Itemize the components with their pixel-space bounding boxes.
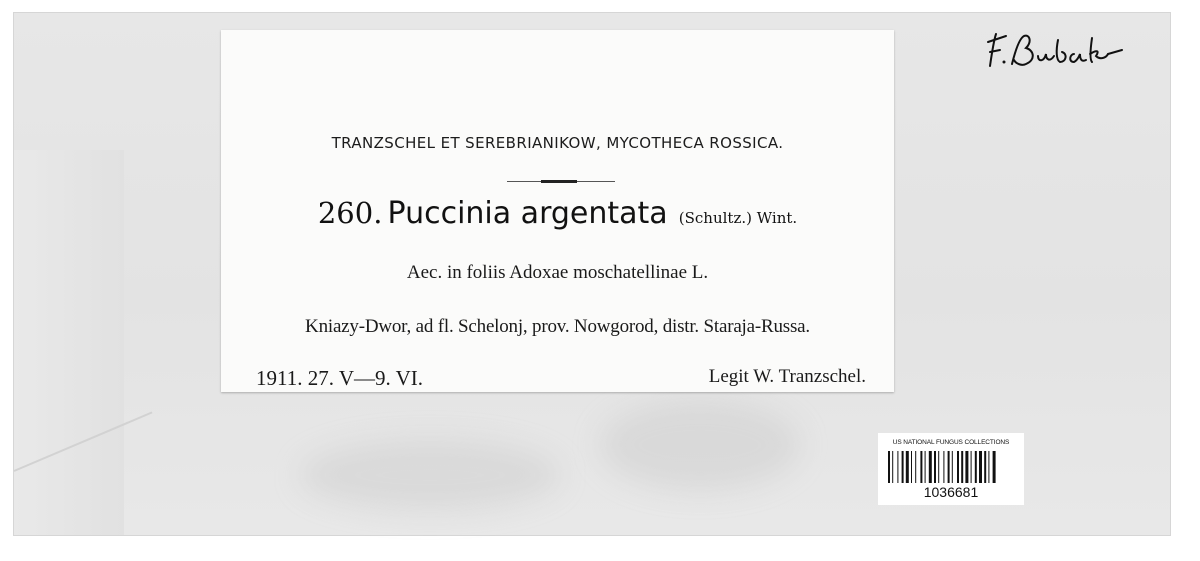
specimen-number: 260.	[317, 196, 383, 230]
specimen-label	[221, 30, 894, 392]
barcode-bar	[993, 451, 996, 483]
paper-stain	[600, 400, 800, 490]
barcode-bar	[988, 451, 989, 483]
catalog-number: 1036681	[923, 484, 979, 500]
barcode-bar	[943, 451, 944, 483]
barcode-bar	[925, 451, 926, 483]
barcode-bar	[920, 451, 922, 483]
header-divider-mark	[541, 180, 577, 183]
collector: Legit W. Tranzschel.	[708, 366, 866, 387]
species-line	[221, 196, 894, 231]
barcode-bar	[948, 451, 950, 483]
barcode-bar	[979, 451, 982, 483]
series-header: TRANZSCHEL ET SEREBRIANIKOW, MYCOTHECA ROSSICA.	[331, 134, 784, 152]
species-name: Puccinia argentata	[387, 196, 668, 231]
host-line: Aec. in foliis Adoxae moschatellinae L.	[406, 262, 709, 283]
barcode-bar	[934, 451, 936, 483]
barcode-bar	[902, 451, 904, 483]
barcode-bar	[929, 451, 932, 483]
barcode-icon	[888, 451, 1014, 483]
barcode-bar	[892, 451, 893, 483]
barcode-label	[878, 433, 1024, 505]
barcode-caption: US NATIONAL FUNGUS COLLECTIONS	[892, 439, 1010, 446]
barcode-bar	[952, 451, 953, 483]
barcode-bar	[888, 451, 890, 483]
envelope-fold	[14, 150, 124, 535]
barcode-bar	[911, 451, 912, 483]
barcode-bar	[906, 451, 909, 483]
barcode-bar	[975, 451, 977, 483]
paper-stain	[300, 440, 560, 510]
barcode-bar	[984, 451, 986, 483]
barcode-bar	[961, 451, 963, 483]
barcode-bar	[971, 451, 972, 483]
locality-line: Kniazy-Dwor, ad fl. Schelonj, prov. Nowgorod, distr. Staraja-Russa.	[305, 316, 810, 337]
barcode-bar	[915, 451, 916, 483]
barcode-bar	[897, 451, 898, 483]
collection-date: 1911. 27. V—9. VI.	[256, 366, 424, 390]
barcode-bar	[938, 451, 939, 483]
barcode-bar	[957, 451, 959, 483]
handwritten-annotation	[982, 28, 1132, 78]
barcode-bar	[965, 451, 968, 483]
species-author: (Schultz.) Wint.	[678, 209, 798, 227]
